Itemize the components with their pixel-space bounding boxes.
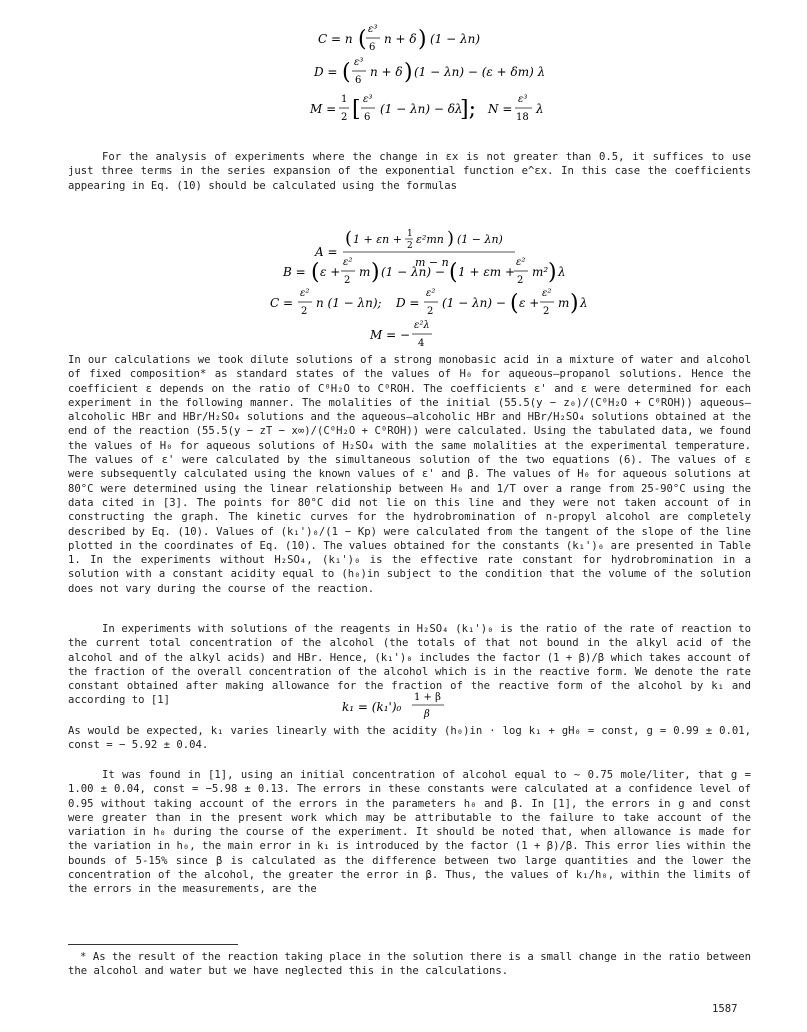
svg-text:B =: B = bbox=[283, 265, 306, 279]
svg-text:M = −: M = − bbox=[370, 328, 411, 342]
svg-text:C = n: C = n bbox=[318, 32, 353, 46]
svg-text:(: ( bbox=[449, 260, 458, 285]
svg-text:1: 1 bbox=[407, 229, 413, 239]
svg-text:β: β bbox=[424, 709, 430, 720]
paragraph-2: In our calculations we took dilute solutions of a strong monobasic acid in a mixture of water and alcohol of fixed composition* as standard states of the values of H₀ for aqueous–propanol solutions. Hence the coefficient ε depends on the ratio of C⁰H₂O to C⁰ROH. The coefficients ε' and ε were determined for each experiment in the following manner. The molalities of the initial (55.5(y − z₀)/(C⁰H₂O + C⁰ROH)) aqueous–alcoholic HBr and HBr/H₂SO₄ solutions and the aqueous–alcoholic HBr and HBr/H₂SO₄ solutions obtained at the end of the reaction (55.5(y − zT − x∞)/(C⁰H₂O + C⁰ROH)) were calculated. Using the tabulated data, we found the values of H₀ for aqueous solutions of H₂SO₄ with the same molalities at the experimental temperature. The values of ε' were calculated by the simultaneous solution of the two equations (6). The values of ε were subsequently calculated using the known values of ε' and β. The values of H₀ for aqueous solutions at 80°C were determined using the linear relationship between H₀ and 1/T over a range from 25-90°C using the data cited in [3]. The points for 80°C did not lie on this line and they were not taken account of in constructing the graph. The kinetic curves for the hydrobromination of n-propyl alcohol are completely described by Eq. (10). Values of (k₁')₀/(1 − Kp) were calculated from the tangent of the slope of the line plotted in the coordinates of Eq. (10). The values obtained for the constants (k₁')₀ are presented in Table 1. In the experiments without H₂SO₄, (k₁')₀ is the effective rate constant for hydrobromination in a solution with a constant acidity equal to (h₀)in subject to the condition that the volume of the solution does not vary during the course of the reaction. bbox=[68, 354, 751, 595]
svg-text:k₁ = (k₁')₀: k₁ = (k₁')₀ bbox=[342, 700, 402, 714]
svg-text:(: ( bbox=[345, 228, 353, 249]
svg-text:(1 − λn) − (ε + δm) λ: (1 − λn) − (ε + δm) λ bbox=[414, 65, 546, 79]
svg-text:m: m bbox=[558, 296, 570, 310]
svg-text:D =: D = bbox=[314, 65, 338, 79]
svg-text:λ: λ bbox=[536, 102, 544, 116]
svg-text:];: ]; bbox=[460, 97, 476, 122]
svg-text:): ) bbox=[570, 291, 579, 316]
svg-text:): ) bbox=[418, 27, 427, 52]
svg-text:(1 − λn): (1 − λn) bbox=[457, 233, 503, 246]
svg-text:ε²mn: ε²mn bbox=[416, 233, 444, 246]
svg-text:(: ( bbox=[358, 27, 367, 52]
svg-text:λ: λ bbox=[580, 296, 588, 310]
footnote-rule bbox=[68, 944, 238, 945]
svg-text:ε +: ε + bbox=[519, 296, 540, 310]
svg-text:(1 − λn) −: (1 − λn) − bbox=[442, 296, 506, 310]
svg-text:ε³: ε³ bbox=[368, 24, 378, 35]
svg-text:2: 2 bbox=[517, 275, 524, 286]
svg-text:m: m bbox=[359, 265, 371, 279]
equation-mid-m bbox=[370, 314, 460, 357]
paragraph-4: As would be expected, k₁ varies linearly with the acidity (h₀)in · log k₁ + gH₀ = const, g = 0.99 ± 0.01, const = − 5.92 ± 0.04. bbox=[68, 725, 751, 752]
paragraph-5: It was found in [1], using an initial concentration of alcohol equal to ~ 0.75 mole/liter, that g = 1.00 ± 0.04, const = −5.98 ± 0.13. The errors in these constants were calculated at a confidence level of 0.95 without taking account of the errors in the parameters h₀ and β. In [1], the errors in g and const were greater than in the present work which may be attributable to the failure to take account of the variation in h₀ during the course of the experiment. It should be noted that, when allowance is made for the variation in h₀, the main error in k₁ is introduced by the factor (1 + β)/β. This error lies within the bounds of 5-15% since β is calculated as the difference between two large quantities and the lower the concentration of the alcohol, the greater the error in β. Thus, the values of k₁/h₀, within the limits of the errors in the measurements, are the bbox=[68, 769, 751, 896]
equation-k1 bbox=[342, 686, 452, 729]
svg-text:n + δ: n + δ bbox=[384, 32, 417, 46]
equation-top-mn bbox=[310, 88, 580, 131]
svg-text:(: ( bbox=[311, 260, 320, 285]
svg-text:ε³: ε³ bbox=[363, 94, 373, 105]
svg-text:N =: N = bbox=[488, 102, 513, 116]
svg-text:(1 − λn) − δλ: (1 − λn) − δλ bbox=[380, 102, 463, 116]
paragraph-3: In experiments with solutions of the reagents in H₂SO₄ (k₁')₀ is the ratio of the rate of reaction to the current total concentration of the alcohol (the totals of that not bound in the alkyl acid of the alcohol and of the alkyl acids) and HBr. Hence, (k₁')₀ includes the factor (1 + β)/β which takes account of the fraction of the overall concentration of the alcohol which is in the reactive form. We denote the rate constant obtained after making allowance for the fraction of the reactive form of the alcohol by k₁ and according to [1] bbox=[68, 623, 751, 707]
svg-text:): ) bbox=[404, 60, 413, 85]
svg-text:): ) bbox=[371, 260, 380, 285]
svg-text:2: 2 bbox=[543, 306, 550, 317]
svg-text:ε²: ε² bbox=[542, 288, 552, 299]
svg-text:(: ( bbox=[342, 60, 351, 85]
svg-text:1: 1 bbox=[341, 94, 348, 105]
page-number: 1587 bbox=[712, 1003, 738, 1015]
svg-text:(: ( bbox=[510, 291, 519, 316]
svg-text:4: 4 bbox=[418, 338, 425, 349]
svg-text:A =: A = bbox=[315, 245, 338, 259]
svg-text:(1 − λn): (1 − λn) bbox=[430, 32, 481, 46]
svg-text:1 + εn +: 1 + εn + bbox=[353, 233, 402, 246]
svg-text:[: [ bbox=[352, 97, 361, 122]
svg-text:C =: C = bbox=[270, 296, 294, 310]
svg-text:(1 − λn) −: (1 − λn) − bbox=[381, 265, 445, 279]
svg-text:ε²λ: ε²λ bbox=[414, 320, 430, 331]
svg-text:6: 6 bbox=[355, 75, 362, 86]
svg-text:M =: M = bbox=[310, 102, 337, 116]
svg-text:ε +: ε + bbox=[320, 265, 341, 279]
svg-text:n (1 − λn);: n (1 − λn); bbox=[316, 296, 382, 310]
svg-text:2: 2 bbox=[341, 112, 348, 123]
svg-text:D =: D = bbox=[396, 296, 420, 310]
svg-text:2: 2 bbox=[344, 275, 351, 286]
svg-text:ε²: ε² bbox=[300, 288, 310, 299]
paragraph-1: For the analysis of experiments where the change in εx is not greater than 0.5, it suffices to use just three terms in the series expansion of the exponential function e^εx. In this case the coefficients appearing in Eq. (10) should be calculated using the formulas bbox=[68, 151, 751, 192]
svg-text:m²: m² bbox=[532, 265, 549, 279]
svg-text:λ: λ bbox=[558, 265, 566, 279]
svg-text:2: 2 bbox=[407, 241, 413, 251]
svg-text:2: 2 bbox=[427, 306, 434, 317]
svg-text:): ) bbox=[447, 228, 455, 249]
svg-text:6: 6 bbox=[369, 42, 376, 53]
svg-text:1 + β: 1 + β bbox=[414, 692, 441, 703]
svg-text:6: 6 bbox=[364, 112, 371, 123]
svg-text:ε³: ε³ bbox=[518, 94, 528, 105]
svg-text:): ) bbox=[548, 260, 557, 285]
svg-text:ε²: ε² bbox=[426, 288, 436, 299]
footnote: * As the result of the reaction taking place in the solution there is a small change in the ratio between the alcohol and water but we have neglected this in the calculations. bbox=[68, 951, 751, 978]
svg-text:ε²: ε² bbox=[516, 257, 526, 268]
svg-text:n + δ: n + δ bbox=[370, 65, 403, 79]
svg-text:1 + εm +: 1 + εm + bbox=[458, 265, 516, 279]
svg-text:ε³: ε³ bbox=[354, 57, 364, 68]
svg-text:m − n: m − n bbox=[415, 256, 449, 269]
svg-text:2: 2 bbox=[301, 306, 308, 317]
svg-text:ε²: ε² bbox=[343, 257, 353, 268]
svg-text:18: 18 bbox=[516, 112, 529, 123]
